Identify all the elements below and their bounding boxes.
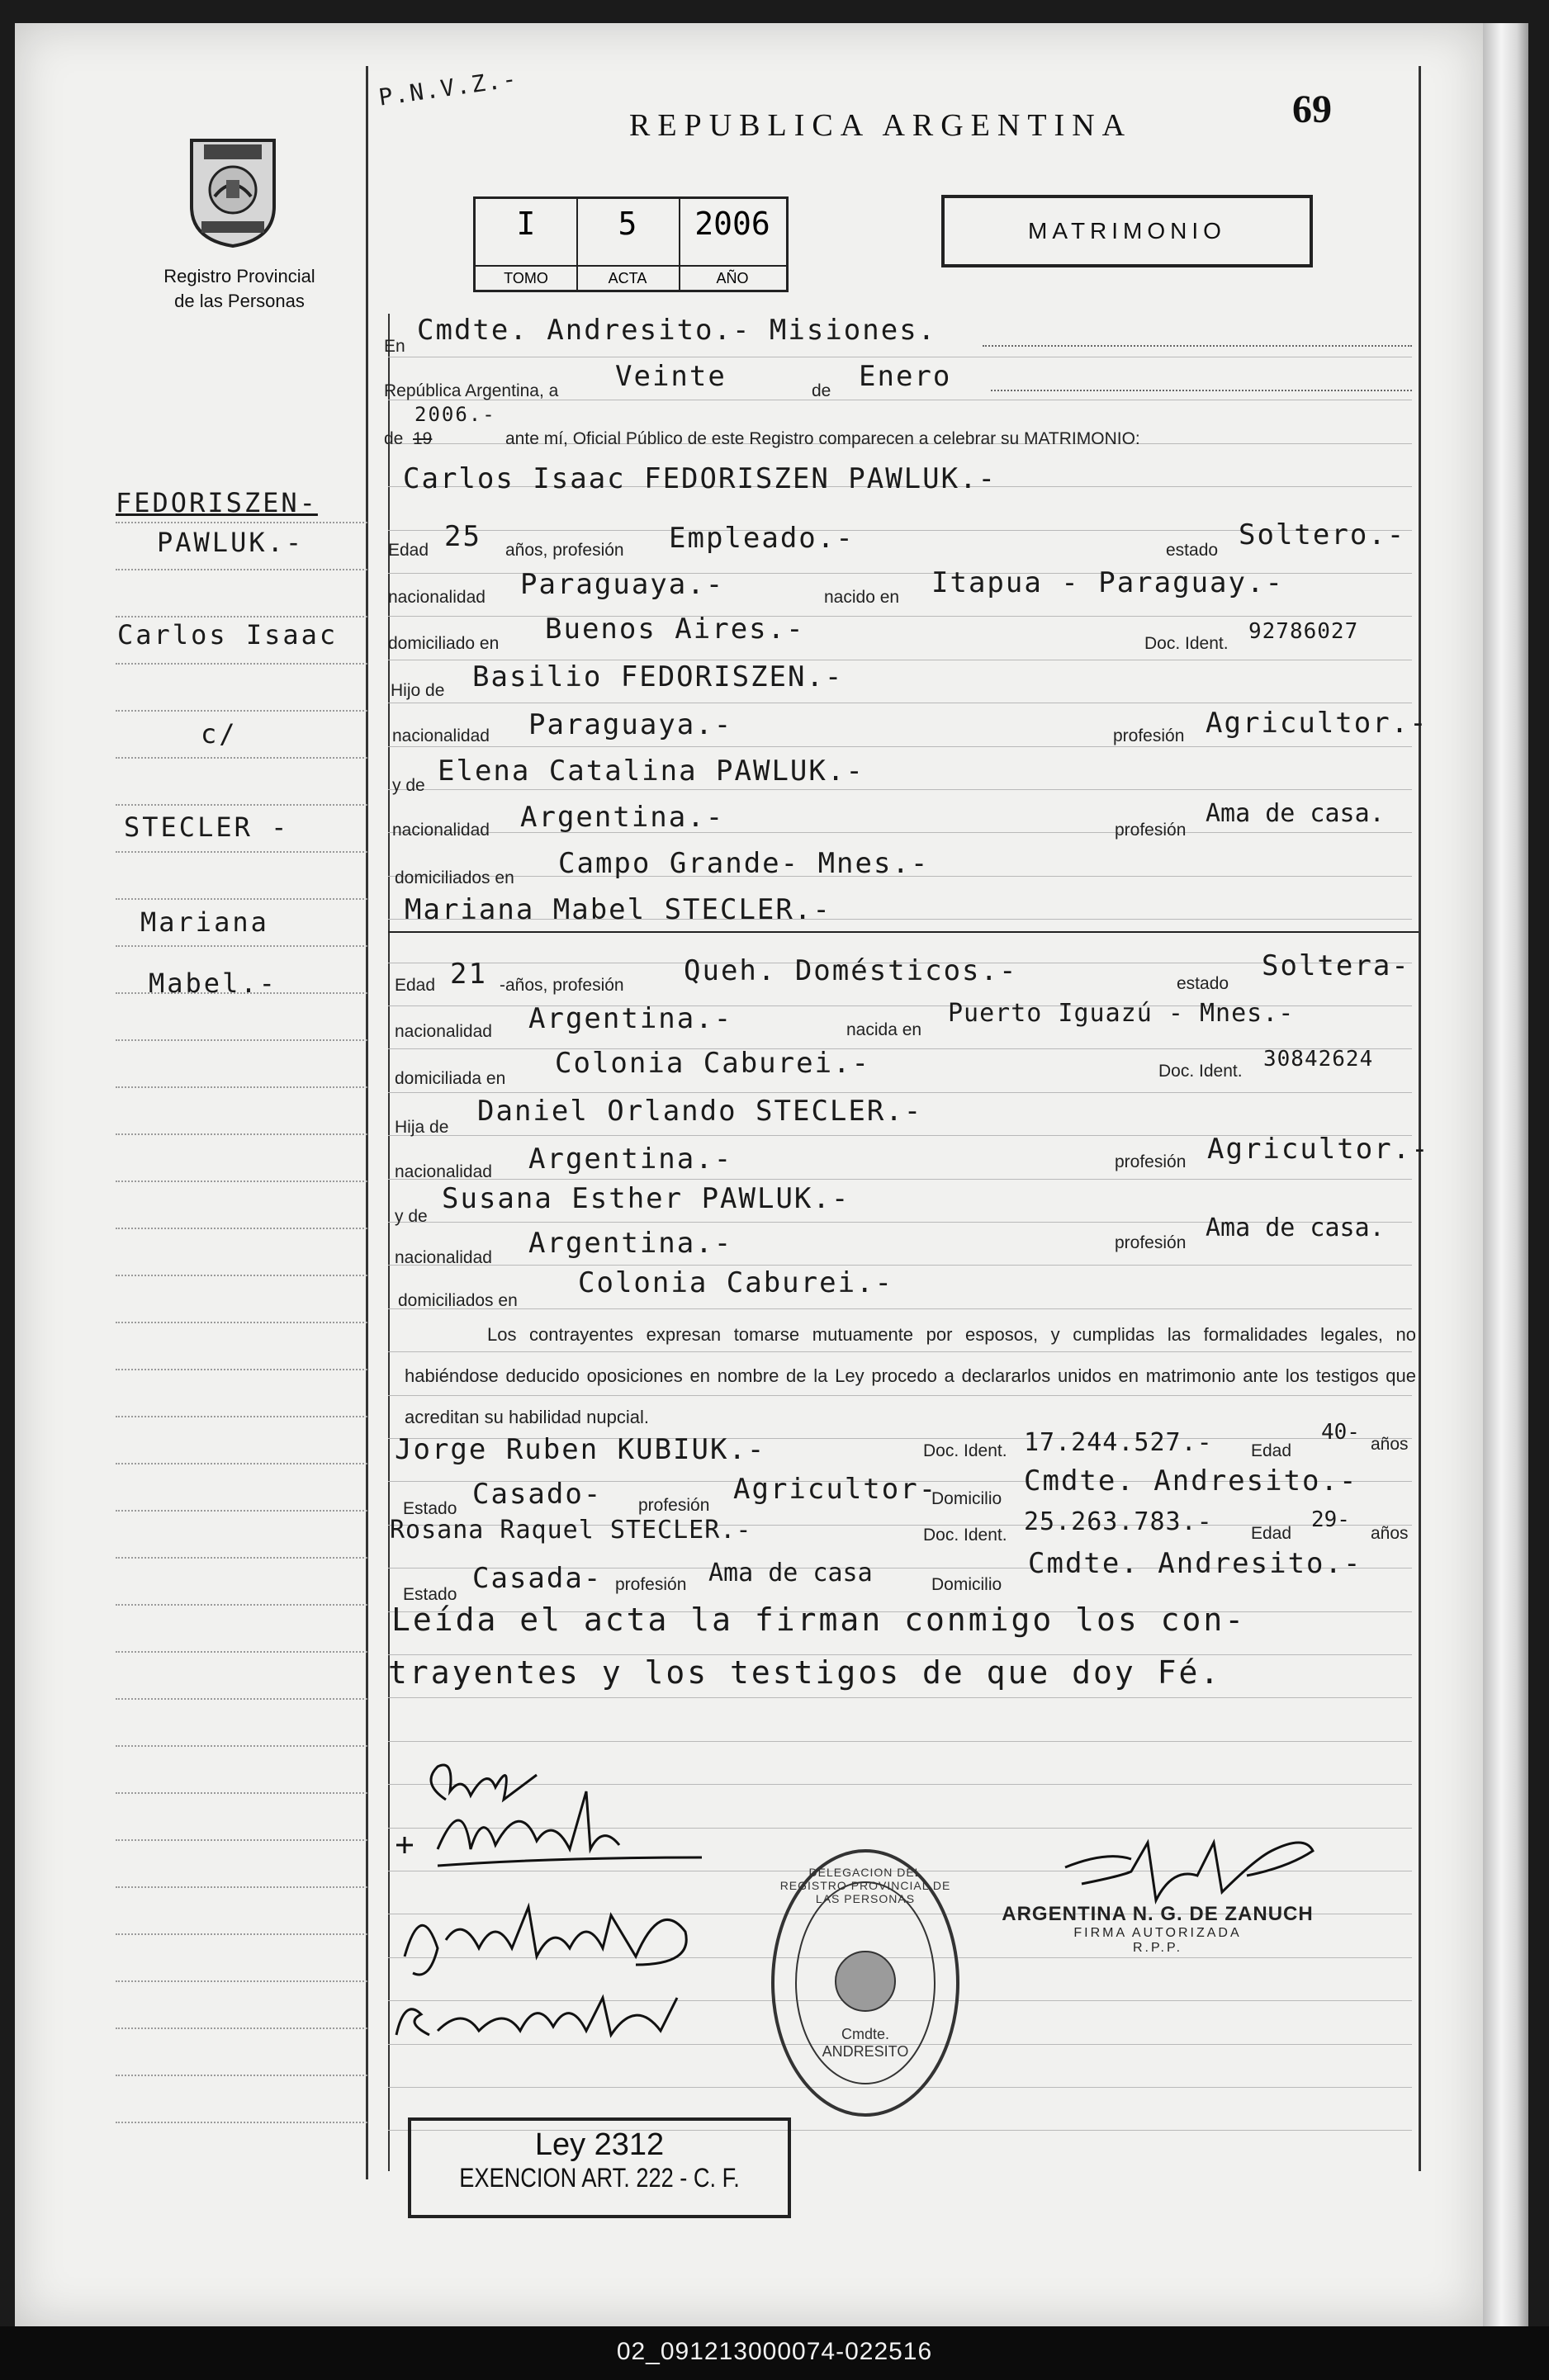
officer-stamp-line2: FIRMA AUTORIZADA [1073,1926,1242,1940]
doc-label: Doc. Ident. [1144,634,1229,653]
margin-ruled-line [116,1086,367,1088]
witness1-name: Jorge Ruben KUBIUK.- [395,1433,766,1466]
year-struck: 19 [413,429,433,448]
official-stamp [766,1843,964,2123]
country-title: REPUBLICA ARGENTINA [629,108,1133,143]
margin-ruled-line [116,1322,367,1323]
closing-line-2: trayentes y los testigos de que doy Fé. [388,1654,1222,1691]
dotted-fill [991,390,1412,391]
witness1-address: Cmdte. Andresito.- [1024,1464,1358,1498]
groom-name: Carlos Isaac FEDORISZEN PAWLUK.- [403,462,997,495]
month-value: Enero [859,360,952,393]
groom-doc: 92786027 [1248,619,1359,644]
bride-father-nationality: Argentina.- [528,1143,733,1176]
margin-note-4: c/ [201,718,238,750]
officer-stamp-line1: ARGENTINA N. G. DE ZANUCH [1002,1903,1314,1925]
footer-caption: 02_091213000074-022516 [616,2338,933,2365]
tomo-cell [476,199,578,290]
edad-label: Edad [388,541,429,560]
margin-ruled-line [116,1698,367,1700]
nacionalidad-label: nacionalidad [395,1162,492,1181]
place-value: Cmdte. Andresito.- Misiones. [417,314,937,347]
year-value: 2006.- [414,403,496,426]
page-number: 69 [1292,88,1332,131]
ruled-line [388,1179,1412,1180]
margin-note-5: STECLER - [124,811,290,843]
ano-value: 2006 [694,206,770,242]
bride-status: Soltera- [1262,949,1410,982]
groom-signature [431,1765,537,1800]
groom-mother: Elena Catalina PAWLUK.- [438,755,865,788]
margin-ruled-line [116,1510,367,1512]
groom-address: Buenos Aires.- [545,613,805,646]
ano-cell [679,199,786,290]
bride-signature [396,1791,619,1853]
anos-profesion-label: -años, profesión [500,976,624,995]
margin-ruled-line [116,1275,367,1276]
margin-ruled-line [116,1463,367,1464]
acta-value: 5 [618,206,637,242]
nacionalidad-label: nacionalidad [392,726,490,745]
ruled-line [388,1092,1412,1093]
domiciliados-label: domiciliados en [398,1291,518,1310]
nacionalidad-label: nacionalidad [395,1248,492,1267]
ruled-line [388,1741,1412,1742]
doc-label: Doc. Ident. [923,1526,1007,1545]
witness1-doc: 17.244.527.- [1024,1428,1213,1457]
nacido-label: nacido en [824,588,900,607]
margin-ruled-line [116,1651,367,1653]
witness2-status: Casada- [472,1562,603,1595]
bride-address: Colonia Caburei.- [555,1047,870,1080]
profesion-label: profesión [1115,1152,1187,1171]
domicilio-label: Domicilio [931,1489,1002,1508]
witness1-status: Casado- [472,1478,603,1511]
witness2-name: Rosana Raquel STECLER.- [390,1516,752,1545]
officer-stamp-line3: R.P.P. [1132,1941,1183,1955]
margin-ruled-line [116,1980,367,1982]
groom-profession: Empleado.- [669,522,855,555]
day-value: Veinte [615,360,727,393]
stamp-center-text: Cmdte. ANDRESITO [822,2026,909,2060]
ruled-line [388,1697,1412,1698]
margin-note-7: Mabel.- [149,968,277,999]
party-signatures [388,1750,735,2047]
margin-note-3: Carlos Isaac [117,619,339,651]
witness2-profession: Ama de casa [708,1559,873,1587]
witness1-age: 40- [1321,1420,1360,1445]
yde-label: y de [395,1207,428,1226]
groom-mother-profession: Ama de casa. [1206,799,1385,828]
bride-nationality: Argentina.- [528,1002,733,1035]
right-frame-line [1419,66,1421,2171]
law-line-2: EXENCION ART. 222 - C. F. [459,2163,740,2193]
groom-age: 25 [444,520,481,553]
margin-ruled-line [116,1792,367,1794]
bride-parents-address: Colonia Caburei.- [578,1266,893,1299]
bride-mother: Susana Esther PAWLUK.- [442,1182,850,1215]
en-label: En [384,337,405,356]
margin-note-2: PAWLUK.- [157,527,305,558]
bride-profession: Queh. Domésticos.- [684,954,1018,987]
margin-ruled-line [116,2122,367,2123]
groom-father-nationality: Paraguaya.- [528,708,733,741]
margin-ruled-line [116,663,367,665]
margin-ruled-line [116,804,367,806]
groom-mother-nationality: Argentina.- [520,801,725,834]
margin-ruled-line [116,1369,367,1370]
profesion-label: profesión [638,1496,710,1515]
profesion-label: profesión [1115,1233,1187,1252]
ruled-line [388,616,1412,617]
hijo-label: Hijo de [391,681,445,700]
margin-ruled-line [116,1745,367,1747]
margin-ruled-line [116,2075,367,2076]
groom-father-profession: Agricultor.- [1206,707,1428,740]
margin-ruled-line [116,1557,367,1559]
margin-ruled-line [116,1886,367,1888]
margin-ruled-line [116,1604,367,1606]
margin-ruled-line [116,616,367,617]
estado-label: Estado [403,1585,457,1604]
margin-ruled-line [116,1933,367,1935]
ruled-line [388,746,1412,747]
anos-label: años [1371,1435,1409,1454]
margin-ruled-line [116,1228,367,1229]
closing-line-1: Leída el acta la firman conmigo los con- [391,1602,1247,1638]
bride-father: Daniel Orlando STECLER.- [477,1095,923,1128]
record-type-box: MATRIMONIO [941,195,1313,267]
margin-ruled-line [116,522,367,523]
margin-ruled-line [116,2027,367,2029]
margin-note-1: FEDORISZEN- [116,487,318,518]
doc-label: Doc. Ident. [923,1441,1007,1460]
de-label: de [812,381,831,400]
edad-label: Edad [1251,1441,1292,1460]
witness1-profession: Agricultor- [733,1473,938,1506]
nacida-label: nacida en [846,1020,922,1039]
margin-ruled-line [116,851,367,853]
record-id-table [473,196,789,292]
hija-label: Hija de [395,1118,449,1137]
dotted-fill [983,345,1412,347]
ruled-line [388,1265,1412,1266]
book-spine [1483,23,1528,2326]
ruled-line [388,789,1412,790]
groom-status: Soltero.- [1239,518,1406,551]
profesion-label: profesión [1113,726,1185,745]
anos-label: años [1371,1524,1409,1543]
bride-father-profession: Agricultor.- [1207,1133,1430,1166]
margin-ruled-line [116,898,367,900]
nacionalidad-label: nacionalidad [392,821,490,840]
bride-age: 21 [450,958,487,991]
corner-note: P.N.V.Z.- [377,64,520,111]
acta-cell [576,199,680,290]
groom-father: Basilio FEDORISZEN.- [472,660,844,693]
officer-text: ante mí, Oficial Público de este Registro comparecen a celebrar su MATRIMONIO: [505,429,1140,448]
registry-line-2: de las Personas [174,291,305,311]
margin-ruled-line [116,1181,367,1182]
groom-birthplace: Itapua - Paraguay.- [931,566,1284,599]
profesion-label: profesión [1115,821,1187,840]
bride-doc: 30842624 [1263,1047,1374,1072]
nacionalidad-label: nacionalidad [388,588,486,607]
acta-label: ACTA [576,265,679,290]
groom-nationality: Paraguaya.- [520,568,725,601]
tomo-label: TOMO [476,265,576,290]
estado-label: estado [1166,541,1219,560]
domicilio-label: Domicilio [931,1575,1002,1594]
bride-birthplace: Puerto Iguazú - Mnes.- [948,999,1295,1028]
ruled-line [388,1308,1412,1309]
margin-ruled-line [116,569,367,570]
bride-separator [388,931,1419,933]
declaration-text: Los contrayentes expresan tomarse mutuamente por esposos, y cumplidas las formalidades legales, no habiéndose deducido oposiciones en nombre de la Ley procedo a declararlos unidos en matrimonio ante los testigos que acreditan su habilidad nupcial. [405,1324,1416,1427]
anos-profesion-label: años, profesión [505,541,624,560]
doc-label: Doc. Ident. [1158,1062,1243,1081]
law-line-1: Ley 2312 [534,2127,665,2162]
estado-label: Estado [403,1499,457,1518]
margin-ruled-line [116,1416,367,1417]
edad-label: Edad [395,976,436,995]
margin-ruled-line [116,1839,367,1841]
provincial-emblem-icon [183,132,282,248]
stamp-ring-text: DELEGACION DEL REGISTRO PROVINCIAL DE LAS PERSONAS [779,1866,951,1905]
registry-name [124,264,355,314]
registry-line-1: Registro Provincial [163,266,315,286]
margin-ruled-line [116,757,367,759]
tomo-value: I [516,206,536,242]
nacionalidad-label: nacionalidad [395,1022,492,1041]
domiciliada-label: domiciliada en [395,1069,506,1088]
domiciliados-label: domiciliados en [395,868,514,887]
officer-stamp [1001,1903,1315,1956]
edad-label: Edad [1251,1524,1292,1543]
estado-label: estado [1177,974,1229,993]
groom-parents-address: Campo Grande- Mnes.- [558,847,930,880]
witness2-address: Cmdte. Andresito.- [1028,1547,1362,1580]
de2-label: de [384,429,404,448]
bride-name: Mariana Mabel STECLER.- [405,893,831,926]
law-exemption-box [408,2117,791,2218]
ano-label: AÑO [679,265,786,290]
ruled-line [388,1048,1412,1049]
bride-mother-nationality: Argentina.- [528,1227,733,1260]
margin-ruled-line [116,1133,367,1135]
margin-note-6: Mariana [140,906,269,938]
margin-ruled-line [116,1039,367,1041]
profesion-label: profesión [615,1575,687,1594]
witness2-age: 29- [1311,1507,1350,1532]
bride-mother-profession: Ama de casa. [1206,1214,1385,1242]
witness2-doc: 25.263.783.- [1024,1507,1213,1536]
margin-divider [366,66,368,2179]
witness1-signature [405,1907,686,1975]
republic-label: República Argentina, a [384,381,559,400]
yde-label: y de [392,776,425,795]
margin-ruled-line [116,710,367,712]
margin-ruled-line [116,945,367,947]
witness2-signature [396,1998,677,2035]
domiciliado-label: domiciliado en [388,634,500,653]
